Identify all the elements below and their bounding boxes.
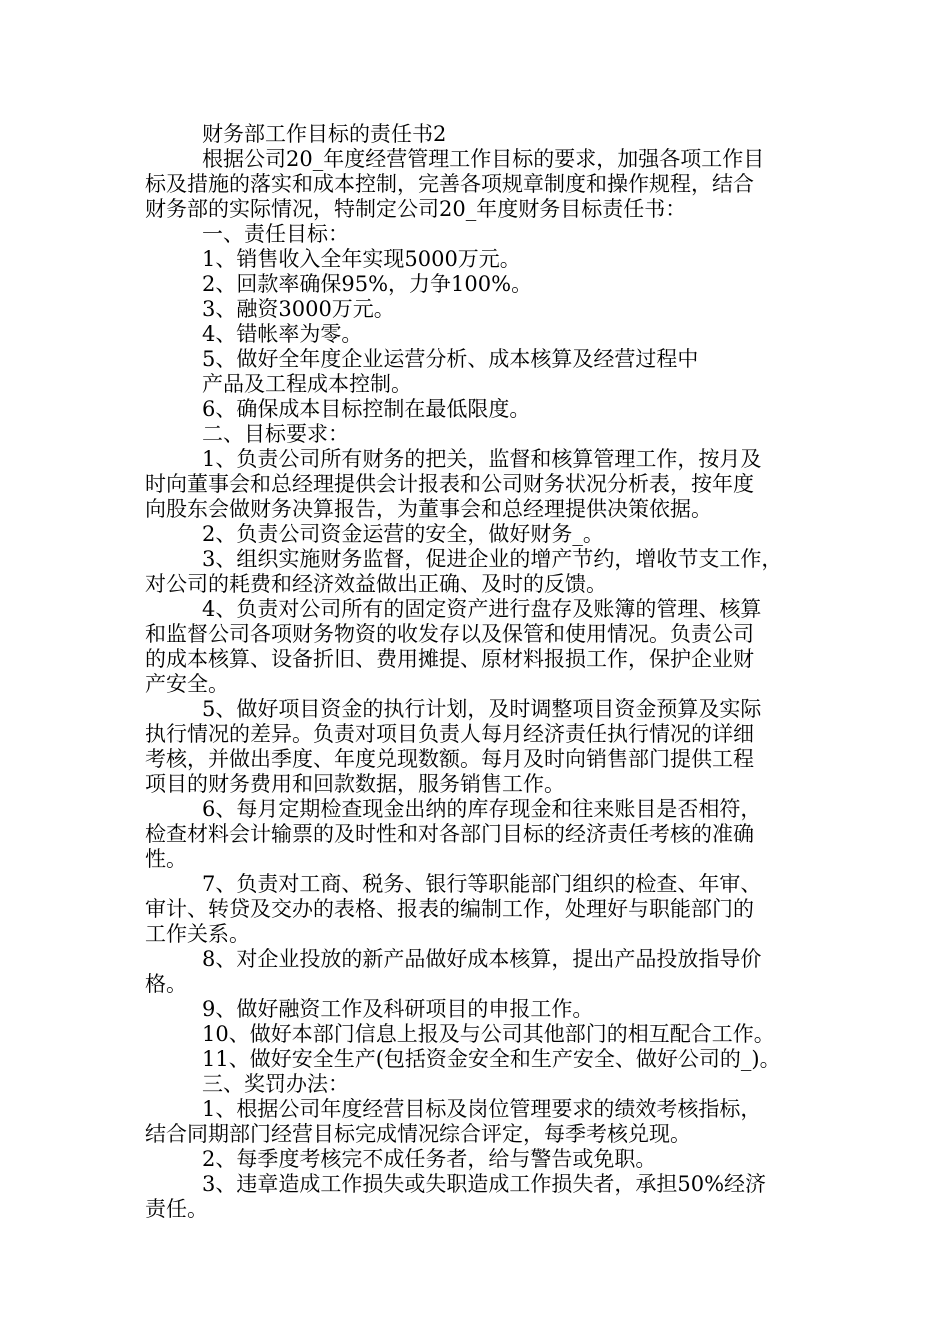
paragraph-line: 2、每季度考核完不成任务者，给与警告或免职。 <box>202 1147 657 1171</box>
paragraph-line: 8、对企业投放的新产品做好成本核算，提出产品投放指导价 <box>202 947 762 971</box>
section-heading: 二、目标要求： <box>202 422 349 446</box>
paragraph-line: 项目的财务费用和回款数据，服务销售工作。 <box>145 772 565 796</box>
paragraph-line: 向股东会做财务决算报告，为董事会和总经理提供决策依据。 <box>145 497 712 521</box>
paragraph-line: 3、违章造成工作损失或失职造成工作损失者，承担50%经济 <box>202 1172 767 1196</box>
paragraph-line: 2、负责公司资金运营的安全，做好财务_。 <box>202 522 604 546</box>
paragraph-line: 执行情况的差异。负责对项目负责人每月经济责任执行情况的详细 <box>145 722 754 746</box>
paragraph-line: 7、负责对工商、税务、银行等职能部门组织的检查、年审、 <box>202 872 762 896</box>
paragraph-line: 结合同期部门经营目标完成情况综合评定，每季考核兑现。 <box>145 1122 691 1146</box>
intro-paragraph-line: 标及措施的落实和成本控制，完善各项规章制度和操作规程，结合 <box>145 172 754 196</box>
intro-paragraph-line: 财务部的实际情况，特制定公司20_年度财务目标责任书： <box>145 197 687 221</box>
paragraph-line: 1、负责公司所有财务的把关，监督和核算管理工作，按月及 <box>202 447 762 471</box>
paragraph-line: 审计、转贷及交办的表格、报表的编制工作，处理好与职能部门的 <box>145 897 754 921</box>
list-item: 5、做好全年度企业运营分析、成本核算及经营过程中 <box>202 347 699 371</box>
paragraph-line: 6、每月定期检查现金出纳的库存现金和往来账目是否相符， <box>202 797 762 821</box>
document-body <box>145 122 815 1222</box>
document-title: 财务部工作目标的责任书2 <box>202 122 447 146</box>
paragraph-line: 对公司的耗费和经济效益做出正确、及时的反馈。 <box>145 572 607 596</box>
paragraph-line: 11、做好安全生产(包括资金安全和生产安全、做好公司的_)。 <box>202 1047 781 1071</box>
paragraph-line: 的成本核算、设备折旧、费用摊提、原材料报损工作，保护企业财 <box>145 647 754 671</box>
list-item: 产品及工程成本控制。 <box>202 372 412 396</box>
paragraph-line: 考核，并做出季度、年度兑现数额。每月及时向销售部门提供工程 <box>145 747 754 771</box>
list-item: 3、融资3000万元。 <box>202 297 395 321</box>
paragraph-line: 4、负责对公司所有的固定资产进行盘存及账簿的管理、核算 <box>202 597 762 621</box>
paragraph-line: 工作关系。 <box>145 922 250 946</box>
list-item: 1、销售收入全年实现5000万元。 <box>202 247 521 271</box>
paragraph-line: 时向董事会和总经理提供会计报表和公司财务状况分析表，按年度 <box>145 472 754 496</box>
paragraph-line: 检查材料会计输票的及时性和对各部门目标的经济责任考核的准确 <box>145 822 754 846</box>
list-item: 6、确保成本目标控制在最低限度。 <box>202 397 531 421</box>
list-item: 4、错帐率为零。 <box>202 322 363 346</box>
intro-paragraph-line: 根据公司20_年度经营管理工作目标的要求，加强各项工作目 <box>202 147 765 171</box>
paragraph-line: 1、根据公司年度经营目标及岗位管理要求的绩效考核指标， <box>202 1097 762 1121</box>
paragraph-line: 格。 <box>145 972 187 996</box>
paragraph-line: 10、做好本部门信息上报及与公司其他部门的相互配合工作。 <box>202 1022 775 1046</box>
paragraph-line: 5、做好项目资金的执行计划，及时调整项目资金预算及实际 <box>202 697 762 721</box>
list-item: 2、回款率确保95%，力争100%。 <box>202 272 533 296</box>
paragraph-line: 和监督公司各项财务物资的收发存以及保管和使用情况。负责公司 <box>145 622 754 646</box>
section-heading: 一、责任目标： <box>202 222 349 246</box>
paragraph-line: 性。 <box>145 847 187 871</box>
paragraph-line: 9、做好融资工作及科研项目的申报工作。 <box>202 997 594 1021</box>
paragraph-line: 责任。 <box>145 1197 208 1221</box>
paragraph-line: 3、组织实施财务监督，促进企业的增产节约，增收节支工作， <box>202 547 783 571</box>
paragraph-line: 产安全。 <box>145 672 229 696</box>
section-heading: 三、奖罚办法： <box>202 1072 349 1096</box>
